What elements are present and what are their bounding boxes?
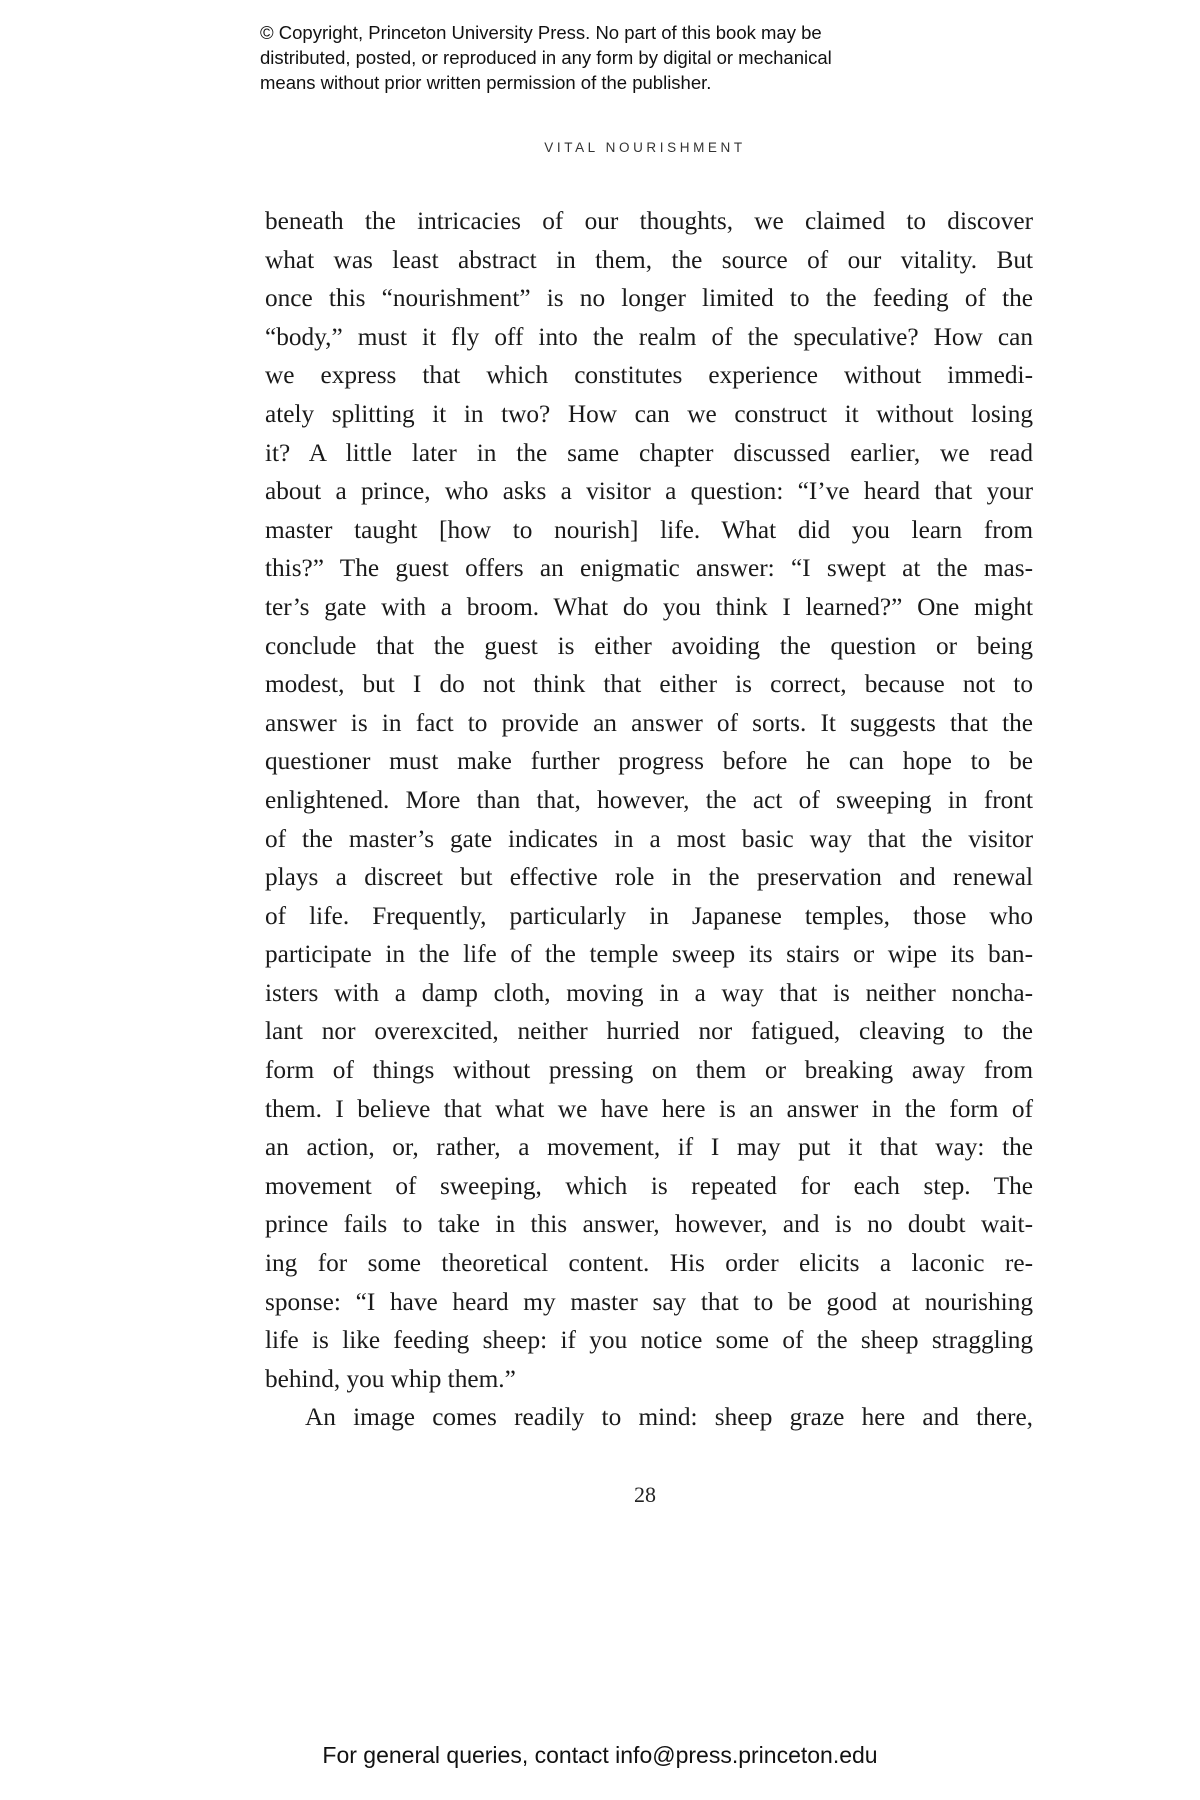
- page-number: 28: [634, 1482, 656, 1507]
- text-line: form of things without pressing on them or breaking away from: [265, 1056, 1033, 1085]
- text-line: beneath the intricacies of our thoughts, we claimed to discover: [265, 207, 1033, 235]
- text-line: An image comes readily to mind: sheep graze here and there,: [305, 1403, 1033, 1432]
- text-line: answer is in fact to provide an answer of sorts. It suggests that the: [265, 708, 1033, 737]
- text-line: conclude that the guest is either avoiding the question or being: [265, 631, 1033, 660]
- text-line: behind, you whip them.”: [265, 1364, 516, 1393]
- text-line: about a prince, who asks a visitor a question: “I’ve heard that your: [265, 477, 1033, 506]
- text-line: questioner must make further progress before he can hope to be: [265, 747, 1033, 776]
- text-line: this?” The guest offers an enigmatic answer: “I swept at the mas-: [265, 554, 1033, 583]
- text-line: of the master’s gate indicates in a most basic way that the visitor: [265, 824, 1033, 853]
- text-line: ately splitting it in two? How can we construct it without losing: [265, 399, 1033, 428]
- text-line: isters with a damp cloth, moving in a way that is neither noncha-: [265, 978, 1033, 1007]
- copyright-line-2: distributed, posted, or reproduced in any form by digital or mechanical: [260, 47, 832, 68]
- text-line: sponse: “I have heard my master say that to be good at nourishing: [265, 1287, 1033, 1316]
- running-head: VITAL NOURISHMENT: [544, 140, 746, 155]
- text-line: enlightened. More than that, however, the act of sweeping in front: [265, 785, 1033, 814]
- text-line: an action, or, rather, a movement, if I may put it that way: the: [265, 1133, 1033, 1162]
- text-line: plays a discreet but effective role in the preservation and renewal: [265, 863, 1033, 892]
- text-line: once this “nourishment” is no longer limited to the feeding of the: [265, 284, 1033, 313]
- text-line: master taught [how to nourish] life. What did you learn from: [265, 515, 1033, 544]
- text-line: movement of sweeping, which is repeated for each step. The: [265, 1171, 1033, 1200]
- text-line: life is like feeding sheep: if you notice some of the sheep straggling: [265, 1326, 1033, 1355]
- text-line: of life. Frequently, particularly in Japanese temples, those who: [265, 901, 1033, 930]
- text-line: we express that which constitutes experience without immedi-: [265, 361, 1033, 390]
- body-text: [265, 202, 1033, 1437]
- text-line: what was least abstract in them, the source of our vitality. But: [265, 245, 1033, 274]
- footer-contact: For general queries, contact info@press.princeton.edu: [322, 1742, 878, 1768]
- copyright-line-1: © Copyright, Princeton University Press. No part of this book may be: [260, 22, 822, 43]
- text-line: it? A little later in the same chapter discussed earlier, we read: [265, 438, 1033, 467]
- text-line: ter’s gate with a broom. What do you think I learned?” One might: [265, 592, 1033, 621]
- copyright-notice: [260, 20, 960, 95]
- text-line: participate in the life of the temple sweep its stairs or wipe its ban-: [265, 940, 1033, 969]
- text-line: “body,” must it fly off into the realm of the speculative? How can: [265, 322, 1033, 351]
- copyright-line-3: means without prior written permission of the publisher.: [260, 72, 712, 93]
- text-line: them. I believe that what we have here is an answer in the form of: [265, 1094, 1033, 1123]
- text-line: modest, but I do not think that either is correct, because not to: [265, 670, 1033, 699]
- text-line: prince fails to take in this answer, however, and is no doubt wait-: [265, 1210, 1033, 1239]
- text-line: lant nor overexcited, neither hurried nor fatigued, cleaving to the: [265, 1017, 1033, 1046]
- text-line: ing for some theoretical content. His order elicits a laconic re-: [265, 1249, 1033, 1278]
